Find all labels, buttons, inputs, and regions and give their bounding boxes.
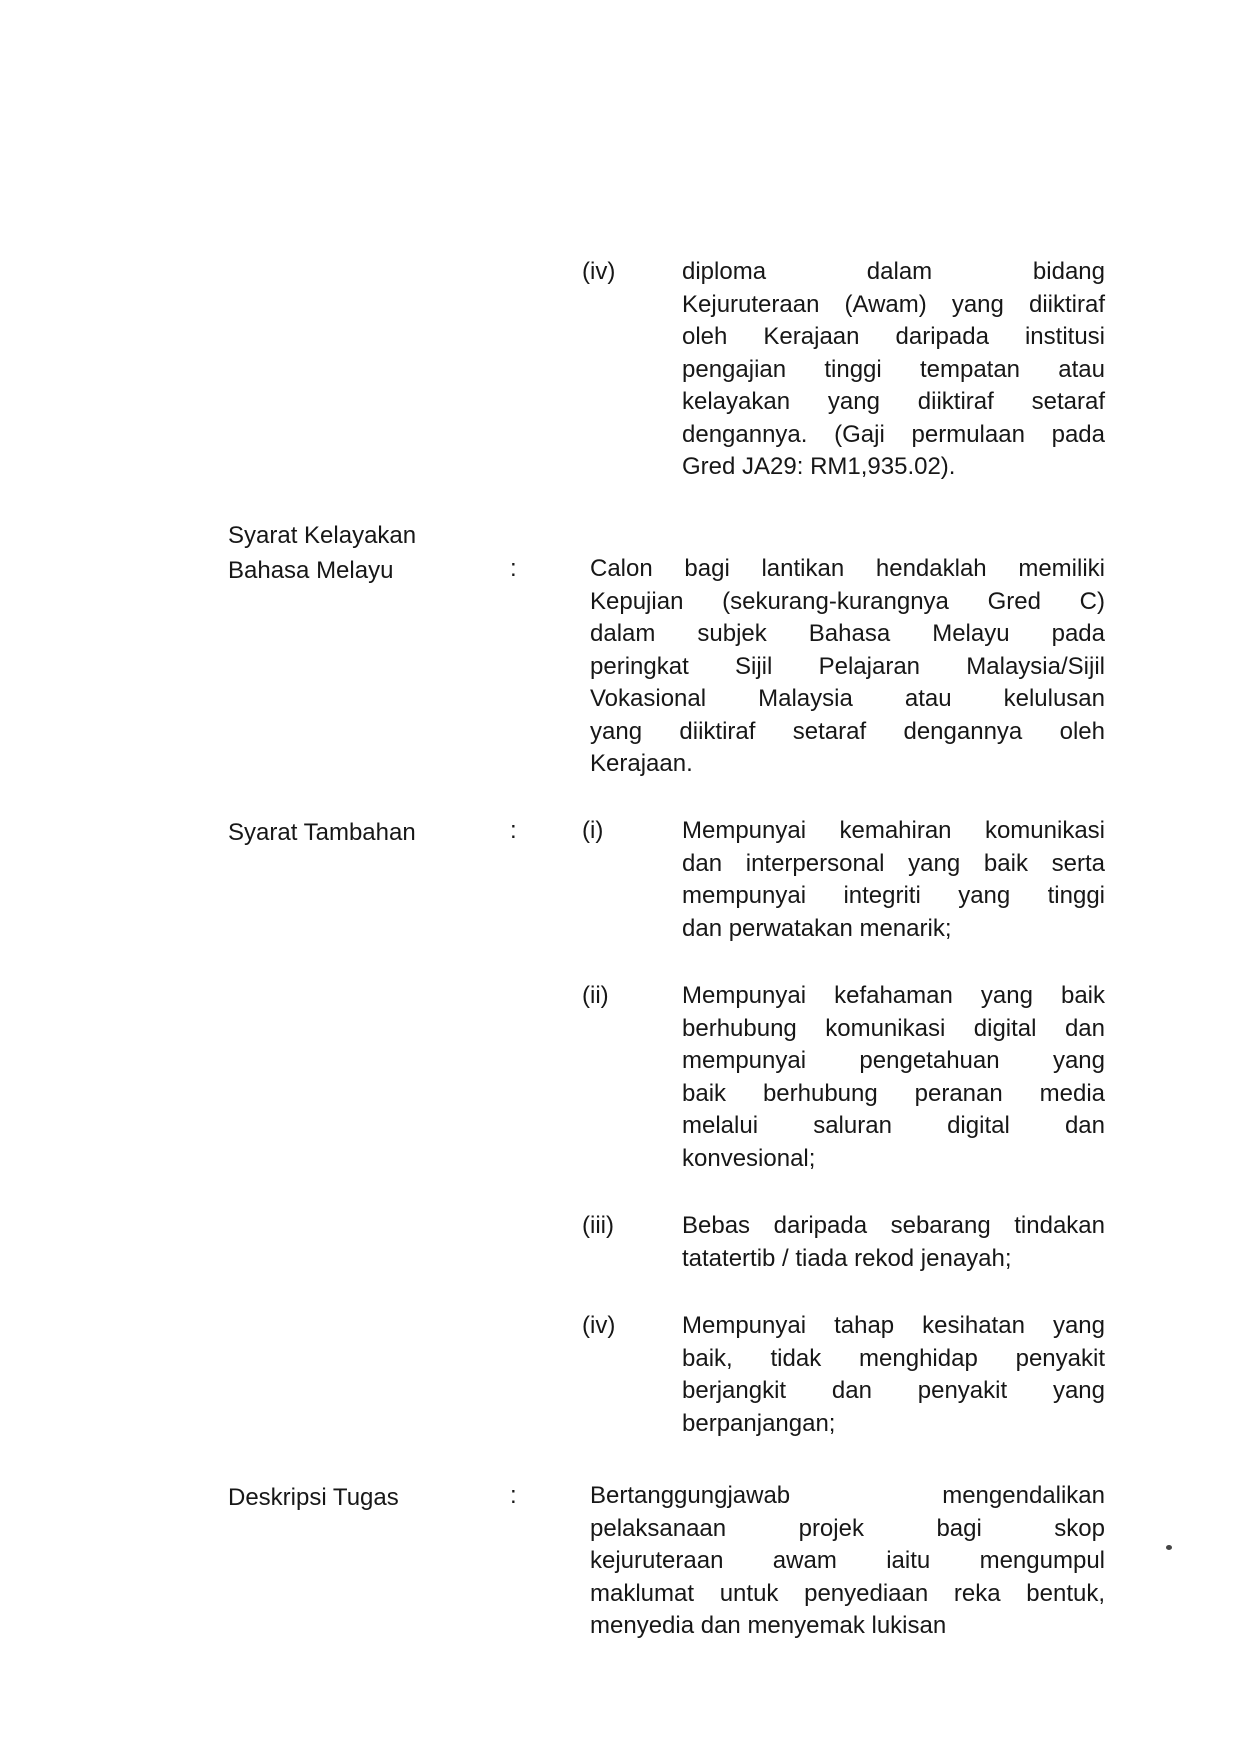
text-line: yang diiktiraf setaraf dengannya oleh — [590, 717, 1105, 745]
text-line: Kejuruteraan (Awam) yang diiktiraf — [682, 290, 1105, 318]
text-line: Kerajaan. — [590, 750, 693, 777]
list-item-text — [682, 1310, 1105, 1440]
list-item-text — [682, 815, 1105, 945]
text-line: berpanjangan; — [682, 1409, 836, 1437]
field-value-paragraph — [590, 553, 1105, 781]
text-line: baik berhubung peranan media — [682, 1079, 1105, 1107]
text-line: Mempunyai kemahiran komunikasi — [682, 817, 1105, 844]
text-line: konvesional; — [682, 1144, 816, 1172]
text-line: Bebas daripada sebarang tindakan — [682, 1212, 1105, 1239]
text-line: Mempunyai kefahaman yang baik — [682, 982, 1105, 1009]
text-line: oleh Kerajaan daripada institusi — [682, 323, 1105, 350]
list-marker: (iv) — [582, 258, 616, 285]
field-label — [228, 1480, 518, 1515]
text-line: berhubung komunikasi digital dan — [682, 1014, 1105, 1042]
text-line: maklumat untuk penyediaan reka bentuk, — [590, 1579, 1105, 1607]
text-line: Calon bagi lantikan hendaklah memiliki — [590, 555, 1105, 582]
list-item-text — [682, 980, 1105, 1175]
text-line: Syarat Tambahan — [228, 819, 416, 846]
text-line: Bertanggungjawab mengendalikan — [590, 1482, 1105, 1509]
field-label — [228, 518, 518, 588]
text-line: dalam subjek Bahasa Melayu pada — [590, 620, 1105, 647]
ink-speck-artifact — [1166, 1545, 1172, 1550]
text-line: peringkat Sijil Pelajaran Malaysia/Sijil — [590, 652, 1105, 680]
text-line: pelaksanaan projek bagi skop — [590, 1514, 1105, 1542]
requirements-list — [582, 815, 1105, 1475]
text-line: Syarat Kelayakan — [228, 522, 417, 549]
label-separator: : — [510, 1482, 517, 1509]
text-line: Deskripsi Tugas — [228, 1484, 399, 1511]
text-line: Mempunyai tahap kesihatan yang — [682, 1312, 1105, 1339]
list-item-iii — [582, 1210, 1105, 1275]
list-item-i — [582, 815, 1105, 945]
text-line: baik, tidak menghidap penyakit — [682, 1344, 1105, 1372]
text-line: tatatertib / tiada rekod jenayah; — [682, 1244, 1012, 1272]
text-line: kejuruteraan awam iaitu mengumpul — [590, 1547, 1105, 1574]
text-line: Vokasional Malaysia atau kelulusan — [590, 685, 1105, 712]
text-line: dan perwatakan menarik; — [682, 914, 952, 942]
list-item-text — [682, 256, 1105, 484]
text-line: dan interpersonal yang baik serta — [682, 849, 1105, 877]
list-item-iv — [582, 1310, 1105, 1440]
text-line: Kepujian (sekurang-kurangnya Gred C) — [590, 587, 1105, 615]
list-item-text — [682, 1210, 1105, 1275]
text-line: mempunyai integriti yang tinggi — [682, 882, 1105, 909]
text-line: Bahasa Melayu — [228, 557, 394, 584]
field-value-paragraph — [590, 1480, 1105, 1643]
intro-list-item-iv — [582, 256, 1105, 484]
text-line: kelayakan yang diiktiraf setaraf — [682, 388, 1105, 415]
text-line: pengajian tinggi tempatan atau — [682, 355, 1105, 383]
text-line: Gred JA29: RM1,935.02). — [682, 453, 956, 480]
text-line: diploma dalam bidang — [682, 258, 1105, 285]
list-marker: (iii) — [582, 1212, 614, 1239]
list-marker: (iv) — [582, 1312, 616, 1339]
list-marker: (i) — [582, 817, 604, 844]
list-item-ii — [582, 980, 1105, 1175]
text-line: berjangkit dan penyakit yang — [682, 1377, 1105, 1404]
text-line: menyedia dan menyemak lukisan — [590, 1612, 947, 1639]
text-line: dengannya. (Gaji permulaan pada — [682, 420, 1105, 448]
label-separator: : — [510, 817, 517, 844]
text-line: mempunyai pengetahuan yang — [682, 1047, 1105, 1074]
text-line: melalui saluran digital dan — [682, 1112, 1105, 1139]
label-separator: : — [510, 555, 517, 582]
list-marker: (ii) — [582, 982, 609, 1009]
field-label — [228, 815, 518, 850]
